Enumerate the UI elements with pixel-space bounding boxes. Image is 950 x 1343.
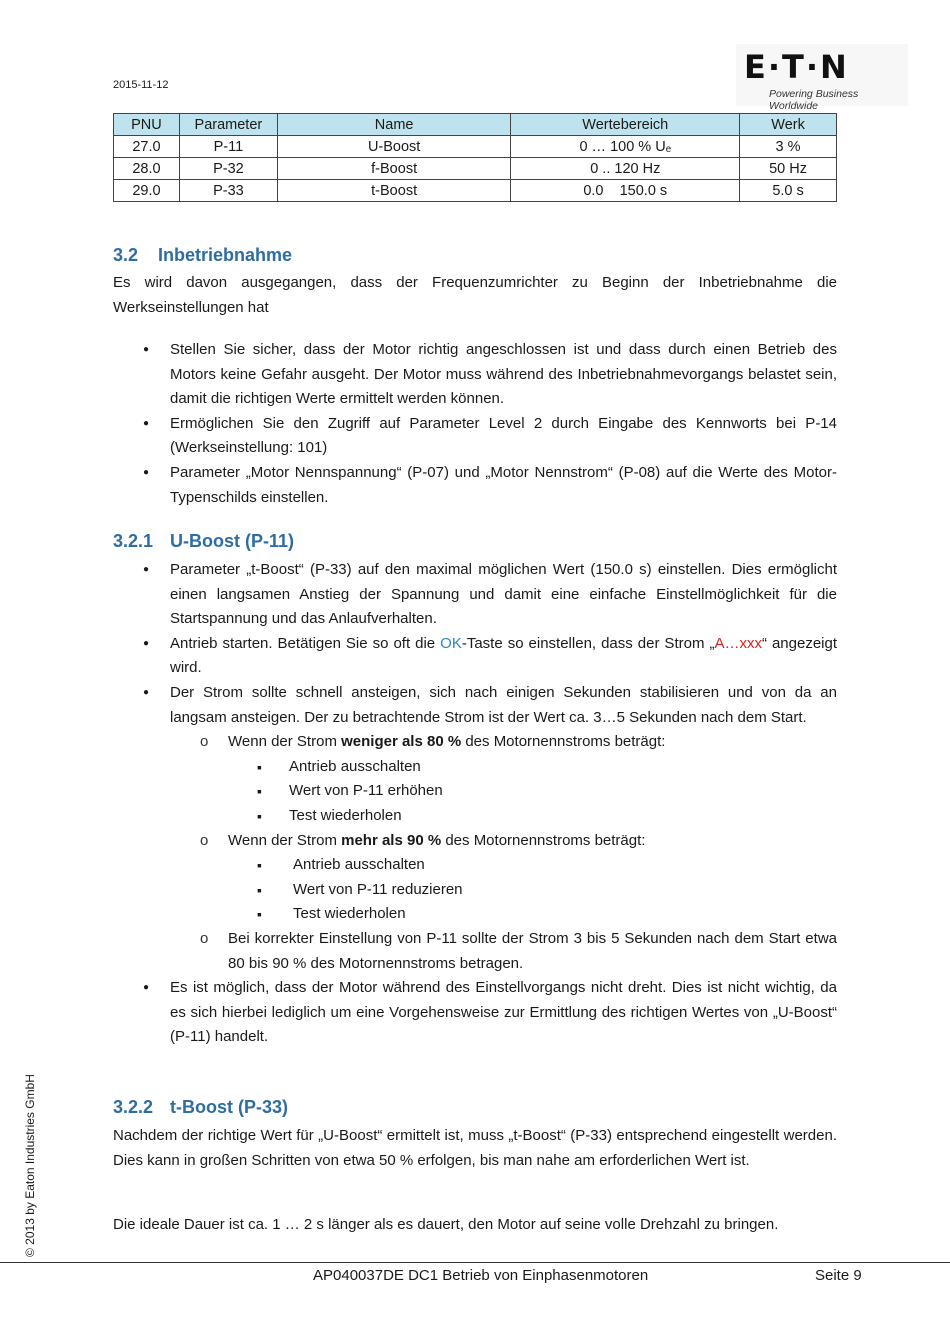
table-cell: P-32 <box>179 158 277 180</box>
ok-key-label: OK <box>440 634 462 652</box>
section-heading-3-2 <box>113 245 292 266</box>
logo-tagline: Powering Business Worldwide <box>769 88 859 112</box>
bullet-list-3-2 <box>113 338 837 510</box>
item-text: Antrieb starten. Betätigen Sie so oft die <box>170 634 441 652</box>
item-text: des Motornennstroms beträgt: <box>441 831 646 849</box>
sub-list-item <box>170 829 837 927</box>
square-list-item: ▪ Test wiederholen <box>228 804 837 829</box>
table-row <box>114 180 837 202</box>
section-title: t-Boost (P-33) <box>170 1097 288 1117</box>
table-cell: 28.0 <box>114 158 180 180</box>
footer-document-title: AP040037DE DC1 Betrieb von Einphasenmotoren <box>313 1267 649 1284</box>
list-item: ● Parameter „t-Boost“ (P-33) auf den maximal möglichen Wert (150.0 s) einstellen. Dies ermöglicht einen langsamen Anstieg der Spannung und damit eine einfache Einstellmöglichkeit für die Startspannung und das Anlaufverhalten. <box>113 558 837 632</box>
section-title: U-Boost (P-11) <box>170 531 295 551</box>
emphasis-text: weniger als 80 % <box>341 733 462 751</box>
sub-list-item <box>170 730 837 828</box>
table-cell: U-Boost <box>277 136 511 158</box>
eaton-logo <box>736 44 908 112</box>
square-list-item: ▪ Antrieb ausschalten <box>228 853 837 878</box>
table-header: Wertebereich <box>511 114 740 136</box>
list-item <box>113 681 837 976</box>
list-item <box>113 632 837 681</box>
table-row <box>114 158 837 180</box>
section-heading-3-2-2 <box>113 1097 288 1118</box>
table-cell: 3 % <box>740 136 837 158</box>
table-cell: 29.0 <box>114 180 180 202</box>
table-header: Werk <box>740 114 837 136</box>
display-value: A…xxx <box>714 634 762 652</box>
paragraph: Nachdem der richtige Wert für „U-Boost“ ermittelt ist, muss „t-Boost“ (P-33) entsprechend eingestellt werden. Dies kann in großen Schritten von etwa 50 % erfolgen, bis man nahe am erforderlichen Wert ist. <box>113 1127 837 1169</box>
section-number: 3.2.1 <box>113 531 154 551</box>
square-list-item: ▪ Test wiederholen <box>228 902 837 927</box>
table-header: PNU <box>114 114 180 136</box>
table-cell: 0.0 150.0 s <box>511 180 740 202</box>
emphasis-text: mehr als 90 % <box>341 831 442 849</box>
document-date: 2015-11-12 <box>113 79 169 91</box>
page-number: Seite 9 <box>815 1267 862 1284</box>
section-number: 3.2 <box>113 245 139 265</box>
table-header-row <box>114 114 837 136</box>
square-list-item: ▪ Wert von P-11 reduzieren <box>228 878 837 903</box>
square-list-item: ▪ Wert von P-11 erhöhen <box>228 779 837 804</box>
table-header: Name <box>277 114 511 136</box>
footer-divider <box>0 1262 950 1263</box>
table-cell: 0 .. 120 Hz <box>511 158 740 180</box>
item-text: Wenn der Strom <box>228 733 342 751</box>
item-text: Der Strom sollte schnell ansteigen, sich nach einigen Sekunden stabilisieren und von da an langsam ansteigen. Der zu betrachtende Strom ist der Wert ca. 3…5 Sekunden nach dem Start. <box>170 683 837 726</box>
bullet-list-3-2-1 <box>113 558 837 1050</box>
sub-list-item: o Bei korrekter Einstellung von P-11 sollte der Strom 3 bis 5 Sekunden nach dem Start etwa 80 bis 90 % des Motornennstroms betragen. <box>170 927 837 976</box>
intro-paragraph: Es wird davon ausgegangen, dass der Frequenzumrichter zu Beginn der Inbetriebnahme die Werkseinstellungen hat <box>113 274 837 316</box>
table-cell: 50 Hz <box>740 158 837 180</box>
square-list <box>228 755 837 829</box>
sub-list <box>170 730 837 976</box>
section-title: Inbetriebnahme <box>158 245 293 265</box>
item-text: “ angezeigt wird. <box>170 634 838 677</box>
table-cell: 27.0 <box>114 136 180 158</box>
item-text: des Motornennstroms beträgt: <box>461 733 666 751</box>
section-heading-3-2-1 <box>113 531 294 552</box>
list-item: ● Parameter „Motor Nennspannung“ (P-07) und „Motor Nennstrom“ (P-08) auf die Werte des Motor-Typenschilds einstellen. <box>113 461 837 510</box>
list-item: ● Es ist möglich, dass der Motor während des Einstellvorgangs nicht dreht. Dies ist nicht wichtig, da es sich hierbei lediglich um eine Vorgehensweise zur Ermittlung des richtigen Wertes von „U-Boost“ (P-11) handelt. <box>113 976 837 1050</box>
list-item: ● Stellen Sie sicher, dass der Motor richtig angeschlossen ist und dass durch einen Betrieb des Motors keine Gefahr ausgeht. Der Motor muss während des Inbetriebnahmevorgangs belastet sein, damit die richtigen Werte ermittelt werden können. <box>113 338 837 412</box>
logo-wordmark: E·T·N <box>744 48 849 86</box>
list-item: ● Ermöglichen Sie den Zugriff auf Parameter Level 2 durch Eingabe des Kennworts bei P-14 (Werkseinstellung: 101) <box>113 412 837 461</box>
table-cell: 5.0 s <box>740 180 837 202</box>
paragraph: Die ideale Dauer ist ca. 1 … 2 s länger als es dauert, den Motor auf seine volle Drehzahl zu bringen. <box>113 1216 779 1233</box>
square-list <box>228 853 837 927</box>
item-text: -Taste so einstellen, dass der Strom „ <box>461 634 715 652</box>
table-cell: P-11 <box>179 136 277 158</box>
table-cell: 0 … 100 % Uₑ <box>511 136 740 158</box>
copyright-notice: © 2013 by Eaton Industries GmbH <box>23 1074 37 1257</box>
table-cell: P-33 <box>179 180 277 202</box>
square-list-item: ▪ Antrieb ausschalten <box>228 755 837 780</box>
parameter-table <box>113 113 837 202</box>
item-text: Wenn der Strom <box>228 831 342 849</box>
section-number: 3.2.2 <box>113 1097 154 1117</box>
table-header: Parameter <box>179 114 277 136</box>
table-cell: f-Boost <box>277 158 511 180</box>
table-cell: t-Boost <box>277 180 511 202</box>
table-row <box>114 136 837 158</box>
